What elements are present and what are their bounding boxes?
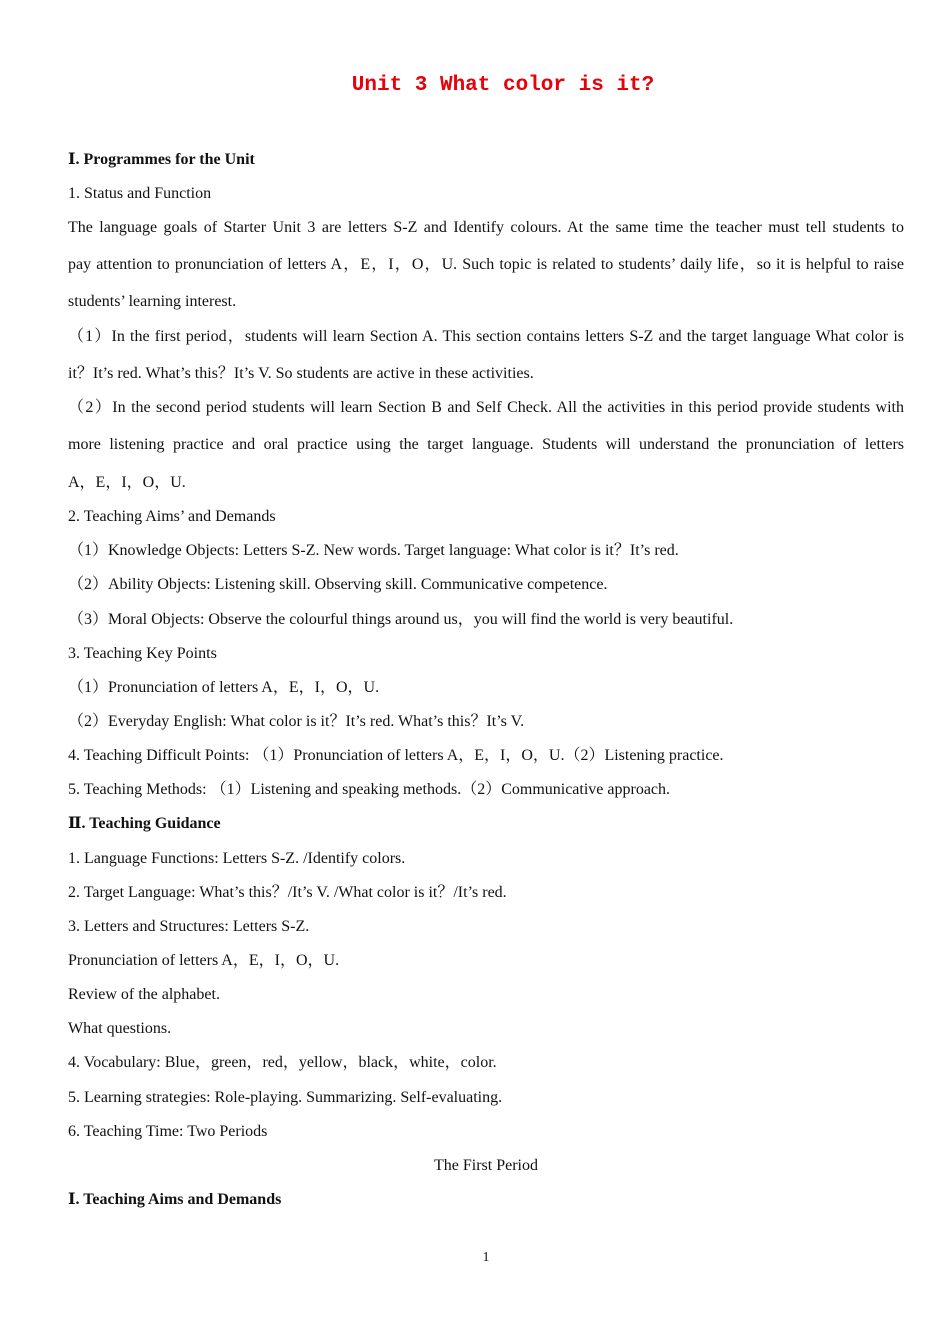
section-heading-guidance: Ⅱ. Teaching Guidance xyxy=(68,815,221,832)
list-item: （2）Everyday English: What color is it？It’s red. What’s this？It’s V. xyxy=(68,713,525,730)
paragraph-line: The language goals of Starter Unit 3 are letters S-Z and Identify colours. At the same time the teacher must tell students to xyxy=(68,219,904,236)
paragraph-line: students’ learning interest. xyxy=(68,293,237,310)
paragraph-line: A，E，I，O，U. xyxy=(68,474,186,491)
list-item: 6. Teaching Time: Two Periods xyxy=(68,1123,268,1140)
document-title: Unit 3 What color is it? xyxy=(351,74,655,97)
list-item: （3）Moral Objects: Observe the colourful things around us，you will find the world is very beautiful. xyxy=(68,611,734,628)
subheading-key-points: 3. Teaching Key Points xyxy=(68,645,217,662)
subheading-teaching-aims: 2. Teaching Aims’ and Demands xyxy=(68,508,276,525)
list-item: 3. Letters and Structures: Letters S-Z. xyxy=(68,918,310,935)
list-item: 2. Target Language: What’s this？/It’s V. /What color is it？/It’s red. xyxy=(68,884,507,901)
list-item: 4. Vocabulary: Blue，green，red，yellow，black，white，color. xyxy=(68,1054,497,1071)
list-item: （1）Pronunciation of letters A，E，I，O，U. xyxy=(68,679,380,696)
list-item: Pronunciation of letters A，E，I，O，U. xyxy=(68,952,340,969)
list-item: What questions. xyxy=(68,1020,172,1037)
page-number: 1 xyxy=(482,1250,490,1265)
subheading-status-function: 1. Status and Function xyxy=(68,185,212,202)
list-item: （1）Knowledge Objects: Letters S-Z. New words. Target language: What color is it？It’s red. xyxy=(68,542,679,559)
section-heading-aims: Ⅰ. Teaching Aims and Demands xyxy=(68,1191,282,1208)
list-item: （2）Ability Objects: Listening skill. Observing skill. Communicative competence. xyxy=(68,576,608,593)
subheading-teaching-methods: 5. Teaching Methods: （1）Listening and speaking methods.（2）Communicative approach. xyxy=(68,781,671,798)
list-item: 5. Learning strategies: Role-playing. Summarizing. Self-evaluating. xyxy=(68,1089,503,1106)
paragraph-line: it？It’s red. What’s this？It’s V. So students are active in these activities. xyxy=(68,365,534,382)
list-item: Review of the alphabet. xyxy=(68,986,220,1003)
paragraph-line: （1）In the first period，students will learn Section A. This section contains letters S-Z and the target language What color is xyxy=(68,328,904,345)
paragraph-line: more listening practice and oral practice using the target language. Students will understand the pronunciation of letters xyxy=(68,436,904,453)
period-heading: The First Period xyxy=(434,1157,538,1174)
subheading-difficult-points: 4. Teaching Difficult Points: （1）Pronunciation of letters A，E，I，O，U.（2）Listening practice. xyxy=(68,747,724,764)
section-heading-programmes: Ⅰ. Programmes for the Unit xyxy=(68,151,255,168)
paragraph-line: （2）In the second period students will learn Section B and Self Check. All the activities in this period provide students with xyxy=(68,399,904,416)
list-item: 1. Language Functions: Letters S-Z. /Identify colors. xyxy=(68,850,406,867)
paragraph-line: pay attention to pronunciation of letters A，E，I，O，U. Such topic is related to students’ daily life，so it is helpful to raise xyxy=(68,256,904,273)
